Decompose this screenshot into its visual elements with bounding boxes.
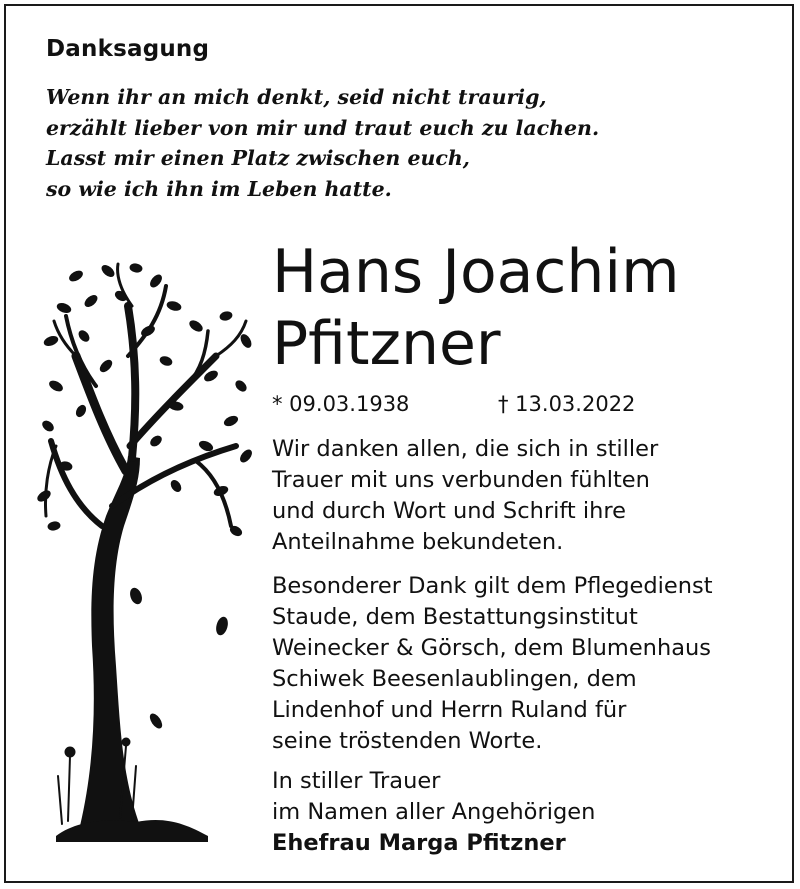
special-thanks-paragraph <box>272 571 713 757</box>
thanks-line: Trauer mit uns verbunden fühlten <box>272 467 650 493</box>
birth-date: * 09.03.1938 <box>272 392 410 416</box>
thanks-paragraph <box>272 434 658 558</box>
death-date: † 13.03.2022 <box>498 392 636 416</box>
obituary-notice <box>4 4 794 883</box>
special-thanks-line: Weinecker & Görsch, dem Blumenhaus <box>272 635 711 661</box>
closing-paragraph <box>272 766 595 859</box>
signer-name: Ehefrau Marga Pfitzner <box>272 830 566 856</box>
special-thanks-line: seine tröstenden Worte. <box>272 728 543 754</box>
heading: Danksagung <box>46 36 210 62</box>
poem-line: erzählt lieber von mir und traut euch zu lachen. <box>46 115 600 140</box>
closing-line: In stiller Trauer <box>272 768 441 794</box>
poem-line: Wenn ihr an mich denkt, seid nicht traurig, <box>46 85 547 109</box>
special-thanks-line: Schiwek Beesenlaublingen, dem <box>272 666 637 692</box>
thanks-line: Anteilnahme bekundeten. <box>272 529 564 555</box>
closing-line: im Namen aller Angehörigen <box>272 799 596 825</box>
poem-line: Lasst mir einen Platz zwischen euch, <box>46 146 470 170</box>
last-name-line: Pfitzner <box>272 309 501 379</box>
life-dates <box>272 392 636 416</box>
deceased-name <box>272 236 680 380</box>
first-name-line: Hans Joachim <box>272 237 680 307</box>
tree-silhouette-icon <box>36 246 266 846</box>
thanks-line: und durch Wort und Schrift ihre <box>272 498 626 524</box>
special-thanks-line: Staude, dem Bestattungsinstitut <box>272 604 638 630</box>
special-thanks-line: Besonderer Dank gilt dem Pflegedienst <box>272 573 713 599</box>
poem-line: so wie ich ihn im Leben hatte. <box>46 176 392 201</box>
poem <box>46 82 599 204</box>
special-thanks-line: Lindenhof und Herrn Ruland für <box>272 697 627 723</box>
thanks-line: Wir danken allen, die sich in stiller <box>272 436 659 462</box>
